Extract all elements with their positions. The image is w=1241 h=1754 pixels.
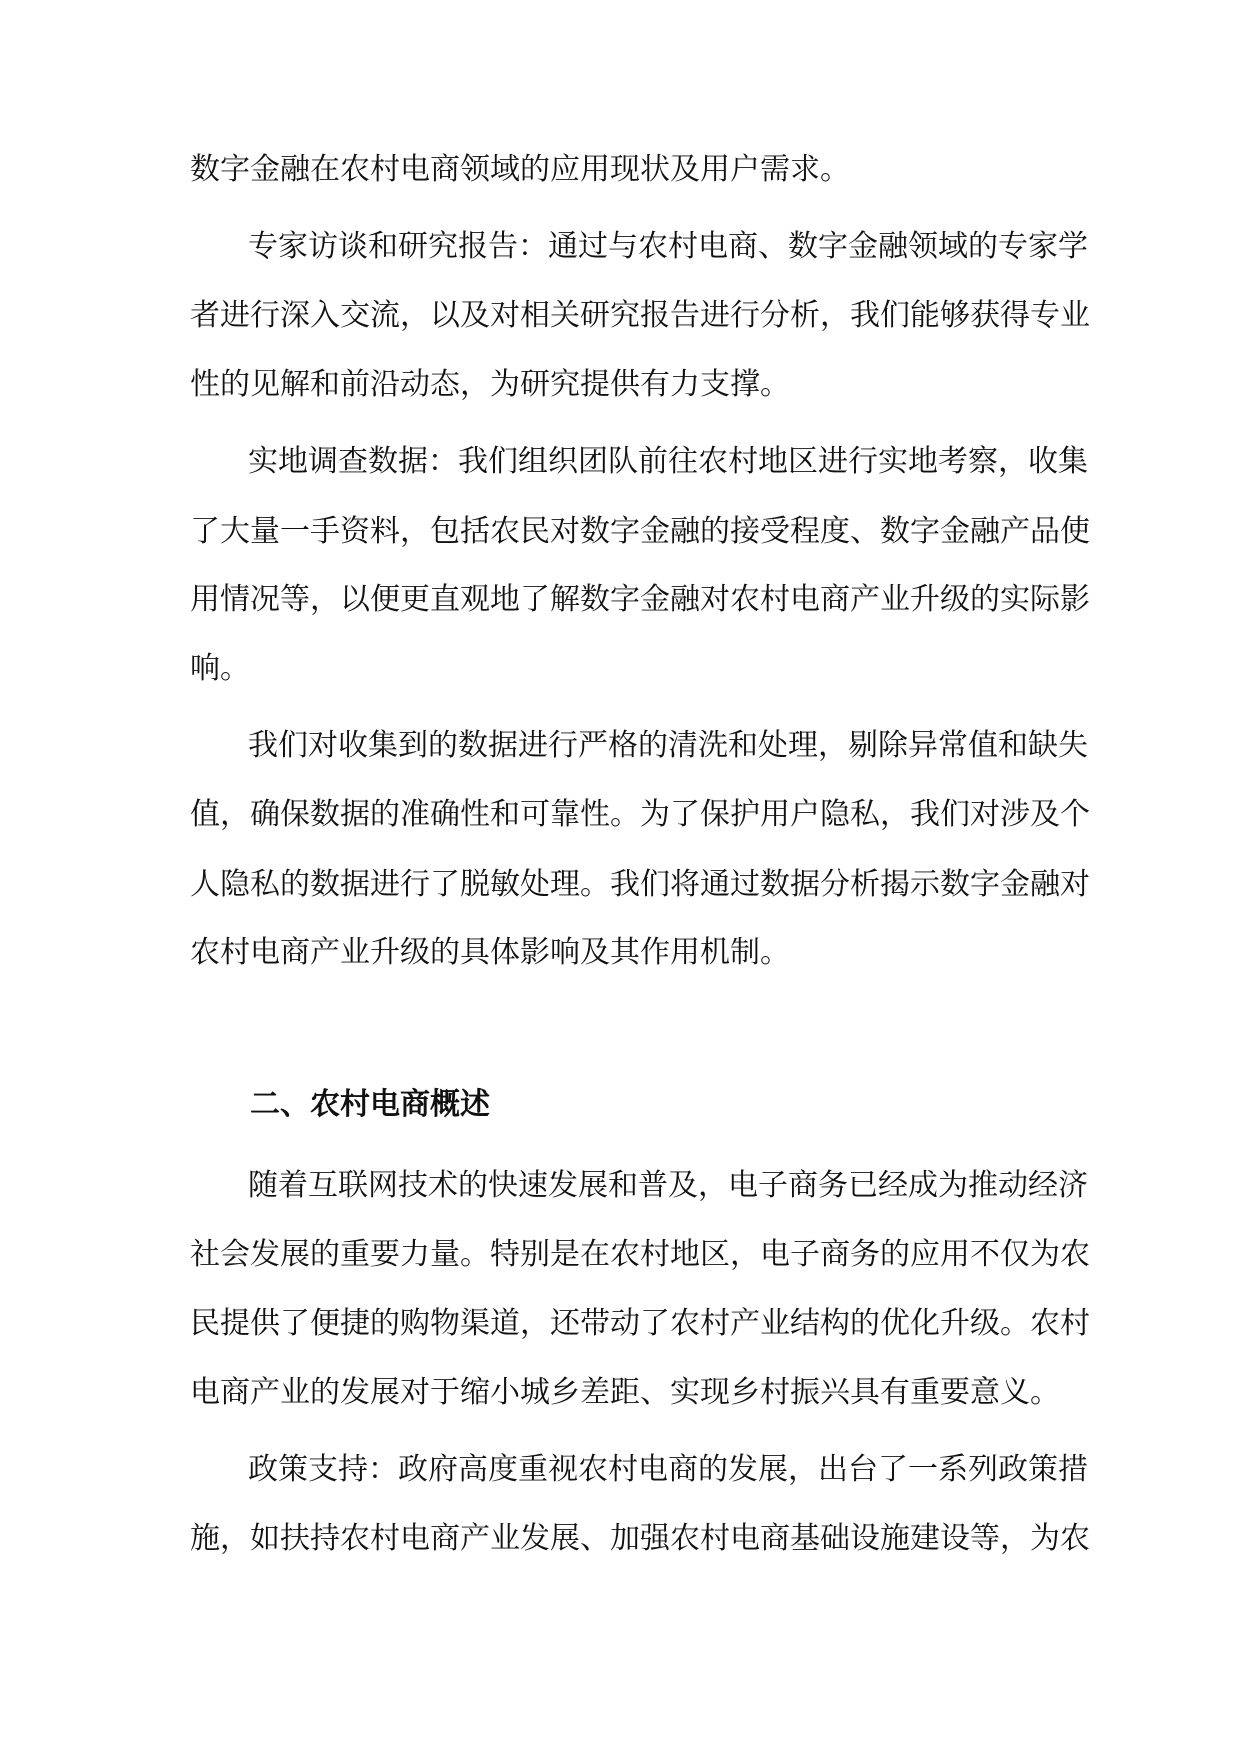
paragraph-line: 电商产业的发展对于缩小城乡差距、实现乡村振兴具有重要意义。 [190, 1375, 1060, 1410]
paragraph-line: 农村电商产业升级的具体影响及其作用机制。 [190, 935, 790, 970]
section-heading: 二、农村电商概述 [250, 1087, 490, 1122]
paragraph-line: 值，确保数据的准确性和可靠性。为了保护用户隐私，我们对涉及个 [190, 797, 1090, 832]
paragraph-line: 响。 [190, 651, 250, 686]
paragraph-line: 我们对收集到的数据进行严格的清洗和处理，剔除异常值和缺失 [248, 728, 1088, 763]
paragraph-line: 实地调查数据：我们组织团队前往农村地区进行实地考察，收集 [248, 444, 1088, 479]
paragraph-line: 了大量一手资料，包括农民对数字金融的接受程度、数字金融产品使 [190, 514, 1090, 549]
paragraph-line: 数字金融在农村电商领域的应用现状及用户需求。 [190, 152, 850, 187]
paragraph-line: 者进行深入交流，以及对相关研究报告进行分析，我们能够获得专业 [190, 298, 1090, 333]
paragraph-line: 人隐私的数据进行了脱敏处理。我们将通过数据分析揭示数字金融对 [190, 867, 1090, 902]
paragraph-line: 民提供了便捷的购物渠道，还带动了农村产业结构的优化升级。农村 [190, 1306, 1090, 1341]
paragraph-line: 用情况等，以便更直观地了解数字金融对农村电商产业升级的实际影 [190, 582, 1090, 617]
paragraph-line: 性的见解和前沿动态，为研究提供有力支撑。 [190, 367, 790, 402]
paragraph-line: 随着互联网技术的快速发展和普及，电子商务已经成为推动经济 [248, 1168, 1088, 1203]
paragraph-line: 专家访谈和研究报告：通过与农村电商、数字金融领域的专家学 [248, 229, 1088, 264]
paragraph-line: 政策支持：政府高度重视农村电商的发展，出台了一系列政策措 [248, 1452, 1088, 1487]
paragraph-line: 施，如扶持农村电商产业发展、加强农村电商基础设施建设等，为农 [190, 1521, 1090, 1556]
paragraph-line: 社会发展的重要力量。特别是在农村地区，电子商务的应用不仅为农 [190, 1237, 1090, 1272]
